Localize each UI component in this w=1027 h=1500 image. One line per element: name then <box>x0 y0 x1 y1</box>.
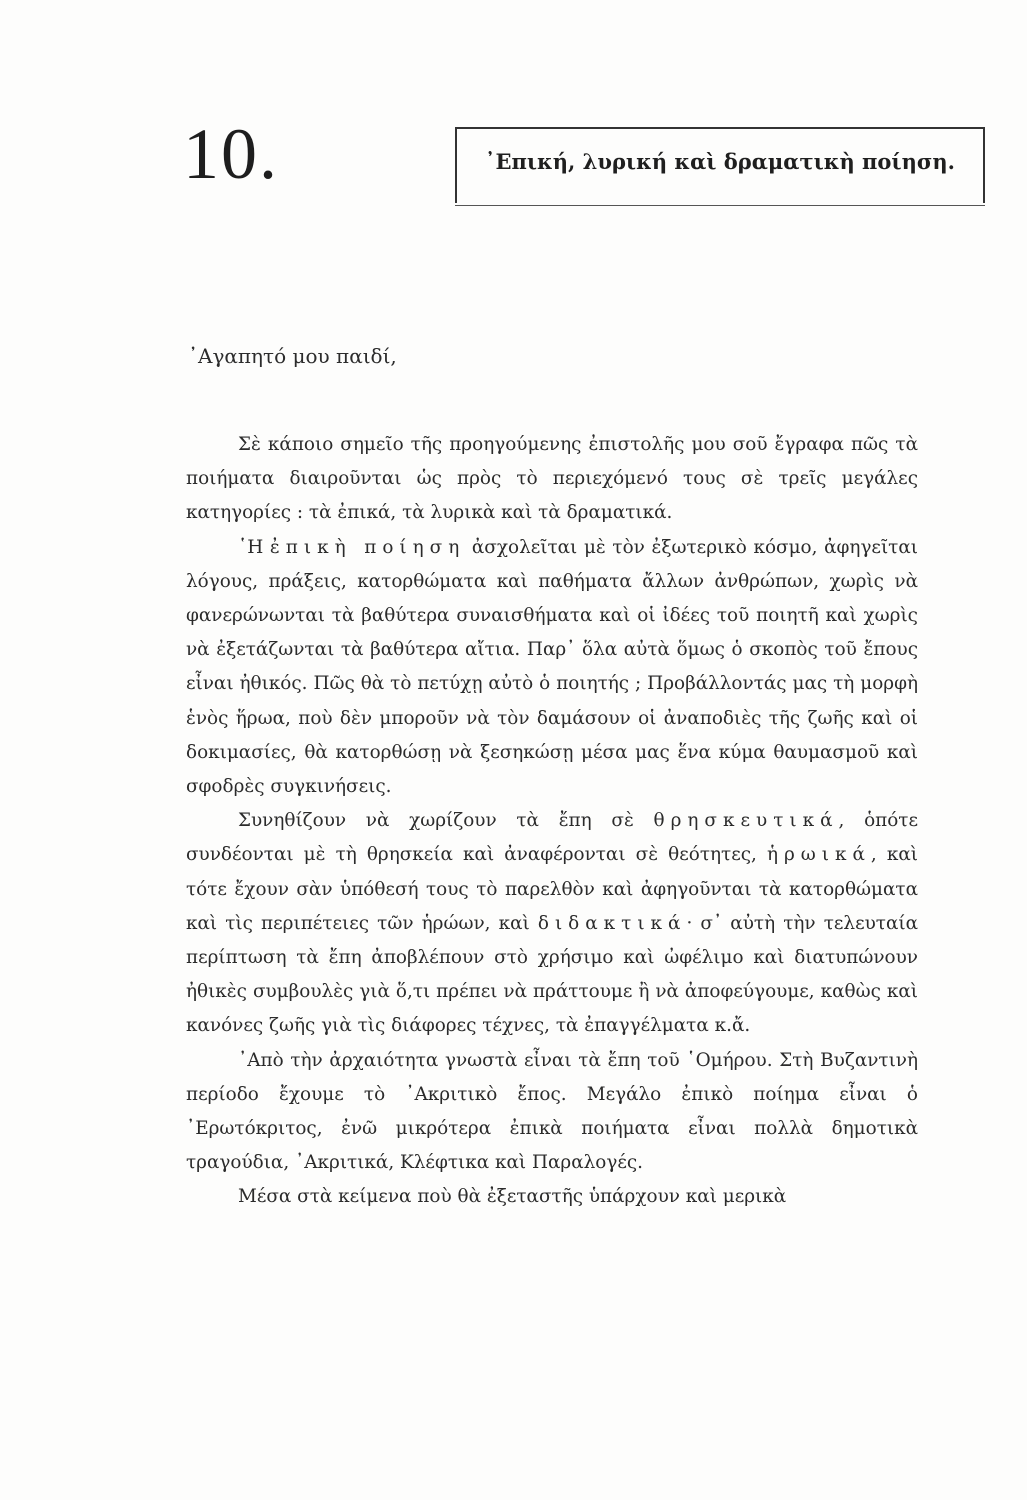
emphasized-term: ἡρωικά <box>766 844 871 866</box>
paragraph <box>186 804 918 1043</box>
paragraph-text: Μέσα στὰ κείμενα ποὺ θὰ ἐξεταστῆς ὑπάρχουν καὶ μερικὰ <box>238 1186 787 1208</box>
chapter-title-box <box>455 127 985 203</box>
chapter-title: ᾿Επική, λυρική καὶ δραματικὴ ποίηση. <box>485 149 955 174</box>
emphasized-term: ἐπικὴ ποίηση <box>269 536 466 558</box>
chapter-number: 10. <box>183 114 279 194</box>
emphasized-term: διδακτικά <box>537 912 687 934</box>
letter-body <box>186 428 918 1215</box>
paragraph-text: · σ᾿ αὐτὴ τὴν τελευταία περίπτωση τὰ ἔπη ἀποβλέπουν στὸ χρήσιμο καὶ ὠφέλιμο καὶ διατυπώνουν ἠθικὲς συμβουλὲς γιὰ ὅ,τι πρέπει νὰ πράττουμε ἢ νὰ ἀποφεύγουμε, καθὼς καὶ κανόνες ζωῆς γιὰ τὶς διάφορες τέχνες, τὰ ἐπαγγέλματα κ.ἄ. <box>186 912 918 1037</box>
paragraph <box>186 531 918 805</box>
paragraph-text: ᾿Απὸ τὴν ἀρχαιότητα γνωστὰ εἶναι τὰ ἔπη τοῦ ῾Ομήρου. Στὴ Βυζαντινὴ περίοδο ἔχουμε τὸ ᾿Ακριτικὸ ἔπος. Μεγάλο ἐπικὸ ποίημα εἶναι ὁ ᾿Ερωτόκριτος, ἐνῶ μικρότερα ἐπικὰ ποιήματα εἶναι πολλὰ δημοτικὰ τραγούδια, ᾿Ακριτικά, Κλέφτικα καὶ Παραλογές. <box>186 1049 918 1174</box>
paragraph-text: , καὶ τότε ἔχουν σὰν ὑπόθεσή τους τὸ παρελθὸν καὶ ἀφηγοῦνται τὰ κατορθώματα καὶ τὶς περιπέτειες τῶν ἡρώων, καὶ <box>186 844 918 934</box>
paragraph-text: Συνηθίζουν νὰ χωρίζουν τὰ ἔπη σὲ <box>238 810 654 832</box>
emphasized-term: θρησκευτικά <box>653 810 839 832</box>
paragraph <box>186 1180 918 1214</box>
paragraph <box>186 428 918 531</box>
paragraph-text: ἀσχολεῖται μὲ τὸν ἐξωτερικὸ κόσμο, ἀφηγεῖται λόγους, πράξεις, κατορθώματα καὶ παθήματα ἄλλων ἀνθρώπων, χωρὶς νὰ φανερώνωνται τὰ βαθύτερα συναισθήματα καὶ οἱ ἰδέες τοῦ ποιητῆ καὶ χωρὶς νὰ ἐξετάζωνται τὰ βαθύτερα αἴτια. Παρ᾿ ὅλα αὐτὰ ὅμως ὁ σκοπὸς τοῦ ἔπους εἶναι ἠθικός. Πῶς θὰ τὸ πετύχῃ αὐτὸ ὁ ποιητής ; Προβάλλοντάς μας τὴ μορφὴ ἑνὸς ἥρωα, ποὺ δὲν μποροῦν νὰ τὸν δαμάσουν οἱ ἀναποδιὲς τῆς ζωῆς καὶ οἱ δοκιμασίες, θὰ κατορθώσῃ νὰ ξεσηκώσῃ μέσα μας ἕνα κύμα θαυμασμοῦ καὶ σφοδρὲς συγκινήσεις. <box>186 536 918 798</box>
salutation: ᾿Αγαπητό μου παιδί, <box>188 344 397 368</box>
paragraph <box>186 1044 918 1181</box>
paragraph-text: ῾Η <box>238 536 270 558</box>
paragraph-text: , ὁπότε συνδέονται μὲ τὴ θρησκεία καὶ ἀναφέρονται σὲ θεότητες, <box>186 810 918 866</box>
paragraph-text: Σὲ κάποιο σημεῖο τῆς προηγούμενης ἐπιστολῆς μου σοῦ ἔγραφα πῶς τὰ ποιήματα διαιροῦνται ὡς πρὸς τὸ περιεχόμενό τους σὲ τρεῖς μεγάλες κατηγορίες : τὰ ἐπικά, τὰ λυρικὰ καὶ τὰ δραματικά. <box>186 434 918 524</box>
